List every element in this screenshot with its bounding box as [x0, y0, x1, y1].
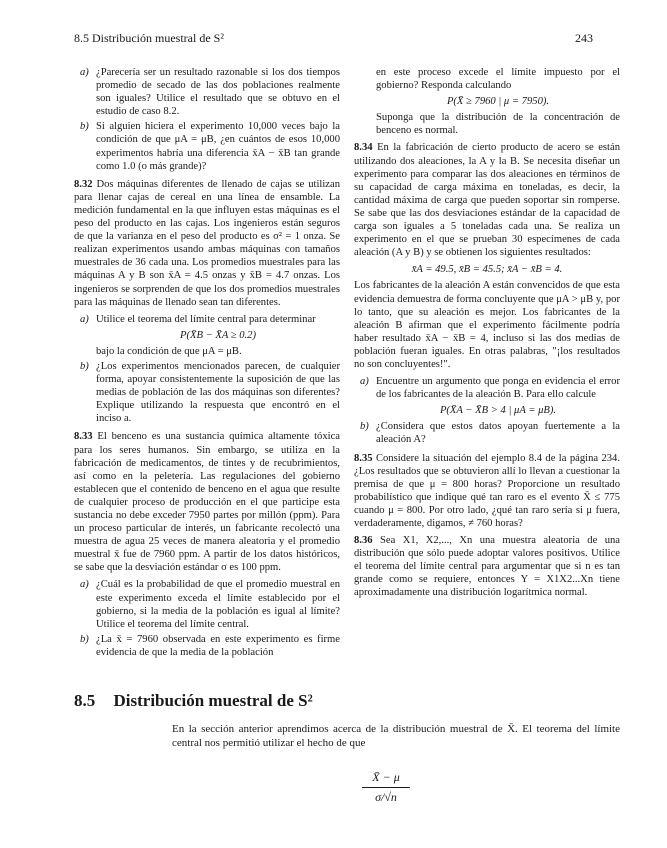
item-label: a): [360, 376, 369, 388]
item-text: Utilice el teorema del límite central para determinar: [96, 313, 316, 325]
exercise-8-35: [354, 452, 620, 531]
exercise-8-31-part-b: [74, 120, 340, 172]
item-label: a): [80, 67, 89, 78]
left-column: [74, 66, 340, 661]
item-text: ¿Los experimentos mencionados parecen, de cualquier forma, apoyar consistentemente la suposición de que las medias de población de las dos máquinas son diferentes? Explique utilizando la respuesta que encontró en el inciso a.: [96, 360, 340, 425]
exercise-8-33-note: Suponga que la distribución de la concentración de benceno es normal.: [376, 112, 620, 137]
item-label: b): [80, 360, 89, 372]
formula: P(X̄A − X̄B > 4 | μA = μB).: [439, 405, 557, 417]
exercise-text: El benceno es una sustancia química altamente tóxica para los seres humanos. Sin embargo, se utiliza en la fabricación de medicamentos, de tintes y de recubrimientos, así como en la peletería. Las regulaciones del gobierno establecen que el contenido de benceno en el agua que resulte de cualquier proceso de producción en el que participe esta sustancia no debe exceder 7950 partes por millón (ppm). Para un proceso particular de interés, un fabricante recolectó una muestra de agua 25 veces de manera aleatoria y el promedio muestral x̄ fue de 7960 ppm. A partir de los datos históricos, se sabe que la desviación estándar σ es 100 ppm.: [74, 431, 340, 574]
exercise-number: 8.33: [74, 431, 93, 443]
item-text: ¿La x̄ = 7960 observada en este experimento es firme evidencia de que la media de la población: [96, 633, 340, 658]
item-text: bajo la condición de que μA = μB.: [96, 345, 242, 357]
z-fraction: [346, 770, 426, 805]
fraction-numerator: X̄ − μ: [372, 770, 400, 784]
item-label: b): [360, 421, 369, 433]
running-header-section: 8.5 Distribución muestral de S²: [74, 31, 224, 45]
formula: P(X̄ ≥ 7960 | μ = 7950).: [446, 96, 550, 108]
exercise-8-34-part-a: [354, 375, 620, 417]
exercise-8-33: [74, 430, 340, 574]
formula: x̄A = 49.5, x̄B = 45.5; x̄A − x̄B = 4.: [411, 264, 563, 276]
exercise-number: 8.32: [74, 178, 93, 190]
section-title: Distribución muestral de S²: [113, 691, 313, 710]
exercise-8-36: [354, 534, 620, 599]
formula: P(X̄B − X̄A ≥ 0.2): [179, 329, 257, 341]
page-number: 243: [575, 31, 593, 45]
section-number: 8.5: [74, 691, 96, 710]
exercise-8-32-part-a: [74, 313, 340, 358]
exercise-8-32: [74, 178, 340, 309]
item-text: Si alguien hiciera el experimento 10,000 veces bajo la condición de que μA = μB, ¿en cuántos de esos 10,000 experimentos habría una diferencia x̄A − x̄B tan grande como 1.0 (o más grande)?: [96, 121, 340, 172]
exercise-number: 8.35: [354, 452, 373, 464]
exercise-8-32-part-b: [74, 360, 340, 425]
item-text: Encuentre un argumento que ponga en evidencia el error de los fabricantes de la aleación B. Para ello calcule: [376, 376, 620, 401]
fraction-denominator: σ/√n: [362, 787, 410, 805]
exercise-8-34: [354, 141, 620, 259]
item-label: a): [80, 313, 89, 325]
item-label: b): [80, 633, 89, 645]
item-label: a): [80, 579, 89, 591]
item-text: ¿Cuál es la probabilidad de que el promedio muestral en este experimento exceda el límite establecido por el gobierno, si la media de la población es igual al límite? Utilice el teorema del límite central.: [96, 579, 340, 630]
exercise-8-33-part-a: [74, 578, 340, 630]
exercise-text: Sea X1, X2,..., Xn una muestra aleatoria de una distribución que sólo puede adoptar valores positivos. Utilice el teorema del límite central para argumentar que si n es tan grande como se requiere, entonces Y = X1X2...Xn tiene aproximadamente una distribución logarítmica normal.: [354, 535, 620, 599]
exercise-text: Dos máquinas diferentes de llenado de cajas se utilizan para llenar cajas de cereal en una línea de ensamble. La medición fundamental en la que influyen estas máquinas es el peso del producto en las cajas. Los ingenieros están seguros de que la varianza en el peso del producto es σ² = 1 onza. Se realizan experimentos usando ambas máquinas con tamaños muestrales de 36 cada una. Los promedios muestrales para las máquinas A y B son x̄A = 4.5 onzas y x̄B = 4.7 onzas. Los ingenieros se sorprenden de que los dos promedios muestrales para las máquinas de llenado sean tan diferentes.: [74, 178, 340, 308]
item-text: en este proceso excede el límite impuesto por el gobierno? Responda calculando: [376, 67, 620, 92]
exercise-number: 8.36: [354, 535, 373, 547]
exercise-8-31-part-a: [74, 66, 340, 118]
item-label: b): [80, 121, 89, 133]
exercise-8-33-part-b: [74, 633, 340, 659]
exercise-8-34-part-b: [354, 420, 620, 446]
exercise-8-34-continued: Los fabricantes de la aleación A están convencidos de que esta evidencia demuestra de forma concluyente que μA > μB y, por lo tanto, que su aleación es mejor. Los fabricantes de la aleación B afirman que el experimento fácilmente podría haber resultado x̄A − x̄B = 4, incluso si las dos medias de población fueran iguales. En otras palabras, "¡los resultados no son concluyentes!".: [354, 280, 620, 370]
exercise-number: 8.34: [354, 142, 373, 154]
item-text: ¿Considera que estos datos apoyan fuertemente a la aleación A?: [376, 421, 620, 446]
exercise-text: En la fabricación de cierto producto de acero se están utilizando dos aleaciones, la A y la B. Se necesita diseñar un experimento para comparar las dos aleaciones en términos de su capacidad de carga máxima en toneladas, es decir, la cantidad máxima de carga que pueden soportar sin romperse. Se sabe que las dos desviaciones estándar de la capacidad de carga son iguales a 5 toneladas cada una. Se realiza un experimento en el que se prueban 30 especímenes de cada aleación (A y B) y se obtienen los siguientes resultados:: [354, 142, 620, 259]
running-header: [74, 31, 593, 47]
item-text: ¿Parecería ser un resultado razonable si los dos tiempos promedio de secado de las dos poblaciones realmente son iguales? Utilice el resultado que se obtuvo en el estudio de caso 8.2.: [96, 67, 340, 118]
exercise-text: Considere la situación del ejemplo 8.4 de la página 234. ¿Los resultados que se obtuvieron allí lo llevan a cuestionar la premisa de que μ = 800 horas? Proporcione un resultado probabilístico que indique qué tan raro es el evento X̄ ≤ 775 cuando μ = 800. Por otro lado, ¿qué tan raro sería si μ fuera, verdaderamente, digamos, ≠ 760 horas?: [354, 452, 620, 529]
exercise-8-33-part-b-continued: [354, 66, 620, 108]
right-column: [354, 66, 620, 604]
section-intro: En la sección anterior aprendimos acerca de la distribución muestral de X̄. El teorema del límite central nos permitió utilizar el hecho de que: [172, 723, 620, 749]
section-heading: [74, 691, 614, 711]
